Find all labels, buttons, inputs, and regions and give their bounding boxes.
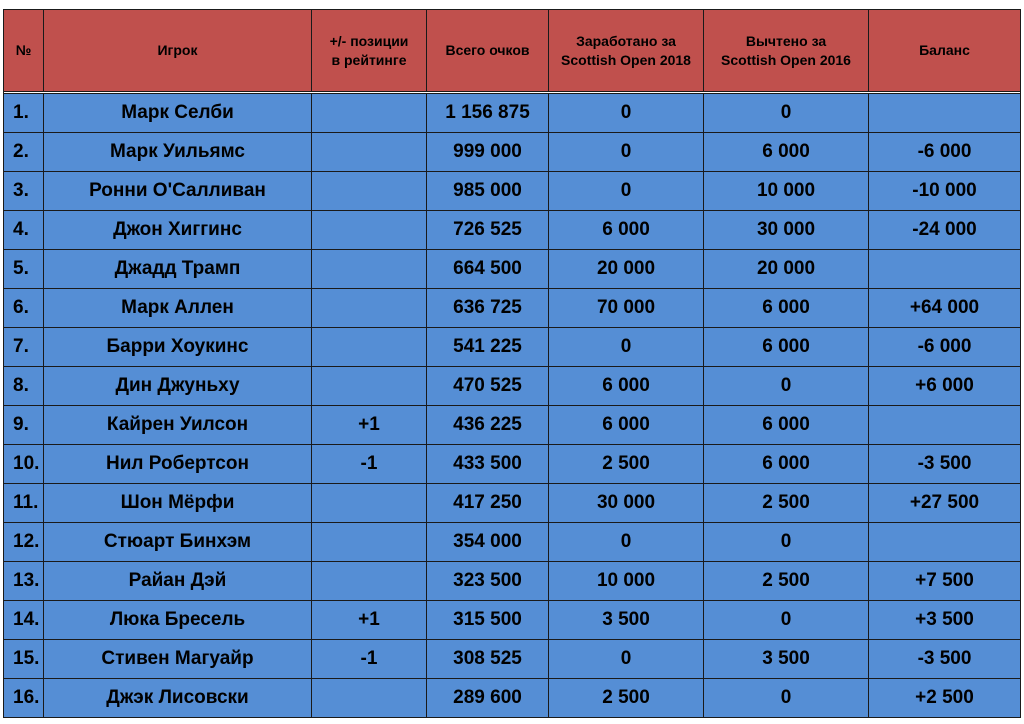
- position-change-cell: +1: [312, 406, 427, 445]
- deducted-cell: 0: [704, 601, 869, 640]
- table-row: [4, 250, 1021, 289]
- player-cell: Стивен Магуайр: [44, 640, 312, 679]
- total-points-cell: 726 525: [427, 211, 549, 250]
- total-points-cell: 636 725: [427, 289, 549, 328]
- table-row: [4, 484, 1021, 523]
- header-position-change: +/- позиции в рейтинге: [312, 10, 427, 92]
- position-change-cell: [312, 133, 427, 172]
- earned-cell: 20 000: [549, 250, 704, 289]
- player-cell: Марк Уильямс: [44, 133, 312, 172]
- balance-cell: [869, 94, 1021, 133]
- table-row: [4, 640, 1021, 679]
- player-cell: Марк Аллен: [44, 289, 312, 328]
- rank-cell: 5.: [4, 250, 44, 289]
- rank-cell: 9.: [4, 406, 44, 445]
- total-points-cell: 985 000: [427, 172, 549, 211]
- position-change-cell: [312, 289, 427, 328]
- position-change-cell: [312, 250, 427, 289]
- earned-cell: 0: [549, 328, 704, 367]
- header-number: №: [4, 10, 44, 92]
- deducted-cell: 2 500: [704, 562, 869, 601]
- deducted-cell: 0: [704, 523, 869, 562]
- header-total-points: Всего очков: [427, 10, 549, 92]
- earned-cell: 0: [549, 133, 704, 172]
- rank-cell: 3.: [4, 172, 44, 211]
- position-change-cell: [312, 211, 427, 250]
- rank-cell: 15.: [4, 640, 44, 679]
- earned-cell: 10 000: [549, 562, 704, 601]
- rank-cell: 10.: [4, 445, 44, 484]
- deducted-cell: 6 000: [704, 328, 869, 367]
- table-row: [4, 328, 1021, 367]
- total-points-cell: 323 500: [427, 562, 549, 601]
- position-change-cell: [312, 523, 427, 562]
- position-change-cell: -1: [312, 445, 427, 484]
- balance-cell: +64 000: [869, 289, 1021, 328]
- position-change-cell: [312, 328, 427, 367]
- table-row: [4, 94, 1021, 133]
- player-cell: Кайрен Уилсон: [44, 406, 312, 445]
- table-row: [4, 523, 1021, 562]
- table-row: [4, 211, 1021, 250]
- position-change-cell: [312, 172, 427, 211]
- deducted-cell: 30 000: [704, 211, 869, 250]
- rank-cell: 8.: [4, 367, 44, 406]
- header-balance: Баланс: [869, 10, 1021, 92]
- player-cell: Люка Бресель: [44, 601, 312, 640]
- table-row: [4, 133, 1021, 172]
- rank-cell: 12.: [4, 523, 44, 562]
- earned-cell: 6 000: [549, 406, 704, 445]
- header-player: Игрок: [44, 10, 312, 92]
- total-points-cell: 436 225: [427, 406, 549, 445]
- earned-cell: 2 500: [549, 445, 704, 484]
- balance-cell: -6 000: [869, 133, 1021, 172]
- deducted-cell: 20 000: [704, 250, 869, 289]
- earned-cell: 0: [549, 523, 704, 562]
- rank-cell: 6.: [4, 289, 44, 328]
- player-cell: Барри Хоукинс: [44, 328, 312, 367]
- earned-cell: 6 000: [549, 211, 704, 250]
- deducted-cell: 6 000: [704, 289, 869, 328]
- balance-cell: -6 000: [869, 328, 1021, 367]
- table-header: [4, 10, 1021, 94]
- earned-cell: 3 500: [549, 601, 704, 640]
- balance-cell: -10 000: [869, 172, 1021, 211]
- position-change-cell: +1: [312, 601, 427, 640]
- table-row: [4, 562, 1021, 601]
- balance-cell: +27 500: [869, 484, 1021, 523]
- player-cell: Нил Робертсон: [44, 445, 312, 484]
- earned-cell: 2 500: [549, 679, 704, 718]
- player-cell: Стюарт Бинхэм: [44, 523, 312, 562]
- header-deducted-2016: Вычтено за Scottish Open 2016: [704, 10, 869, 92]
- player-cell: Ронни О'Салливан: [44, 172, 312, 211]
- total-points-cell: 289 600: [427, 679, 549, 718]
- player-cell: Джон Хиггинс: [44, 211, 312, 250]
- balance-cell: [869, 250, 1021, 289]
- rank-cell: 7.: [4, 328, 44, 367]
- player-cell: Джэк Лисовски: [44, 679, 312, 718]
- deducted-cell: 2 500: [704, 484, 869, 523]
- balance-cell: +3 500: [869, 601, 1021, 640]
- position-change-cell: [312, 484, 427, 523]
- deducted-cell: 0: [704, 94, 869, 133]
- balance-cell: [869, 523, 1021, 562]
- player-cell: Марк Селби: [44, 94, 312, 133]
- total-points-cell: 354 000: [427, 523, 549, 562]
- table-body: [4, 94, 1021, 718]
- position-change-cell: [312, 562, 427, 601]
- rank-cell: 16.: [4, 679, 44, 718]
- table-row: [4, 367, 1021, 406]
- rank-cell: 4.: [4, 211, 44, 250]
- deducted-cell: 10 000: [704, 172, 869, 211]
- position-change-cell: [312, 94, 427, 133]
- table-row: [4, 679, 1021, 718]
- table-row: [4, 601, 1021, 640]
- deducted-cell: 3 500: [704, 640, 869, 679]
- total-points-cell: 999 000: [427, 133, 549, 172]
- balance-cell: -3 500: [869, 445, 1021, 484]
- rank-cell: 11.: [4, 484, 44, 523]
- earned-cell: 6 000: [549, 367, 704, 406]
- player-cell: Райан Дэй: [44, 562, 312, 601]
- rank-cell: 13.: [4, 562, 44, 601]
- earned-cell: 0: [549, 172, 704, 211]
- total-points-cell: 470 525: [427, 367, 549, 406]
- ranking-table: [3, 9, 1021, 718]
- total-points-cell: 1 156 875: [427, 94, 549, 133]
- total-points-cell: 541 225: [427, 328, 549, 367]
- earned-cell: 30 000: [549, 484, 704, 523]
- total-points-cell: 308 525: [427, 640, 549, 679]
- earned-cell: 0: [549, 94, 704, 133]
- balance-cell: -24 000: [869, 211, 1021, 250]
- rank-cell: 2.: [4, 133, 44, 172]
- deducted-cell: 6 000: [704, 133, 869, 172]
- total-points-cell: 664 500: [427, 250, 549, 289]
- table-row: [4, 445, 1021, 484]
- earned-cell: 0: [549, 640, 704, 679]
- total-points-cell: 315 500: [427, 601, 549, 640]
- table-row: [4, 289, 1021, 328]
- rank-cell: 14.: [4, 601, 44, 640]
- player-cell: Шон Мёрфи: [44, 484, 312, 523]
- total-points-cell: 433 500: [427, 445, 549, 484]
- deducted-cell: 0: [704, 679, 869, 718]
- rank-cell: 1.: [4, 94, 44, 133]
- position-change-cell: [312, 367, 427, 406]
- balance-cell: [869, 406, 1021, 445]
- position-change-cell: [312, 679, 427, 718]
- player-cell: Джадд Трамп: [44, 250, 312, 289]
- balance-cell: +6 000: [869, 367, 1021, 406]
- balance-cell: -3 500: [869, 640, 1021, 679]
- table-row: [4, 172, 1021, 211]
- balance-cell: +2 500: [869, 679, 1021, 718]
- player-cell: Дин Джуньху: [44, 367, 312, 406]
- total-points-cell: 417 250: [427, 484, 549, 523]
- deducted-cell: 6 000: [704, 445, 869, 484]
- position-change-cell: -1: [312, 640, 427, 679]
- earned-cell: 70 000: [549, 289, 704, 328]
- deducted-cell: 6 000: [704, 406, 869, 445]
- table-row: [4, 406, 1021, 445]
- header-earned-2018: Заработано за Scottish Open 2018: [549, 10, 704, 92]
- deducted-cell: 0: [704, 367, 869, 406]
- balance-cell: +7 500: [869, 562, 1021, 601]
